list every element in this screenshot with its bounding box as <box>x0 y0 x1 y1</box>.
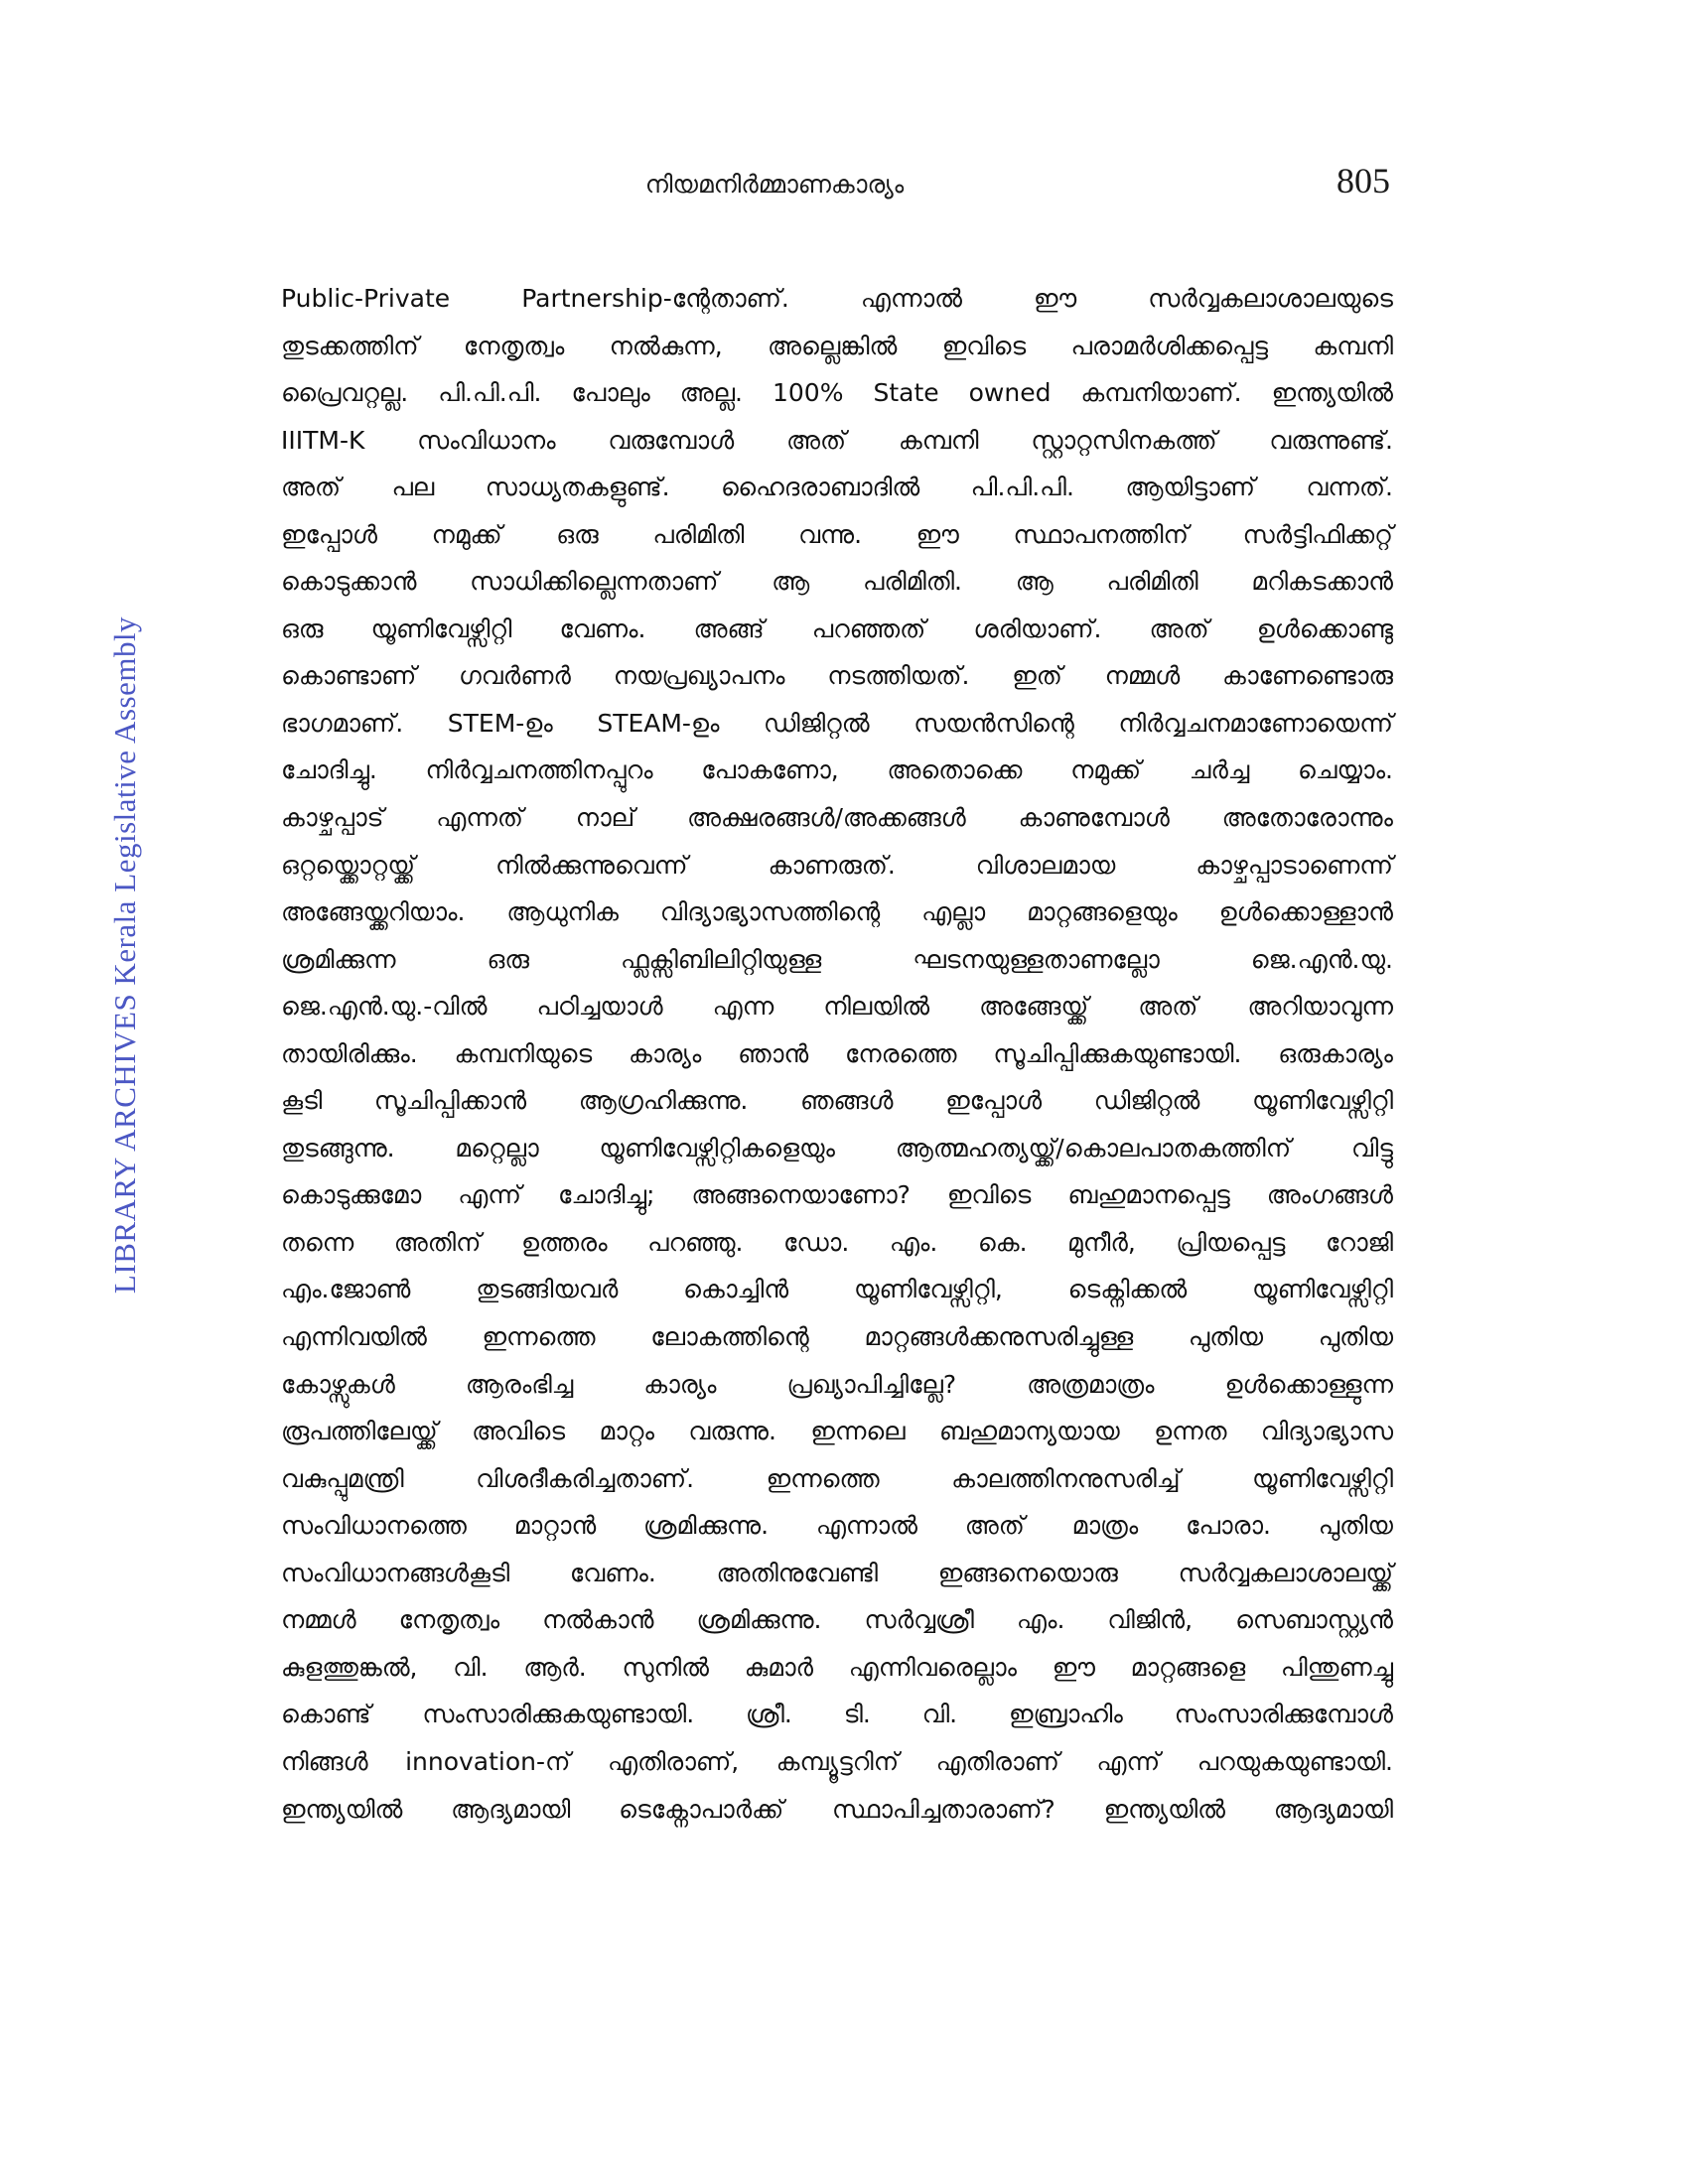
body-line: ചോദിച്ചു. നിർവ്വചനത്തിനപ്പുറം പോകണോ, അതൊക്കെ നമുക്ക് ചർച്ച ചെയ്യാം. <box>281 755 1393 785</box>
body-line: തായിരിക്കും. കമ്പനിയുടെ കാര്യം ഞാൻ നേരത്തെ സൂചിപ്പിക്കുകയുണ്ടായി. ഒരുകാര്യം <box>281 1038 1393 1068</box>
body-line: ഭാഗമാണ്. STEM-ഉം STEAM-ഉം ഡിജിറ്റൽ സയൻസിന്റെ നിർവ്വചനമാണോയെന്ന് <box>281 708 1393 738</box>
body-line: തുടക്കത്തിന് നേതൃത്വം നൽകുന്ന, അല്ലെങ്കിൽ ഇവിടെ പരാമർശിക്കപ്പെട്ട കമ്പനി <box>281 331 1393 360</box>
body-line: ശ്രമിക്കുന്ന ഒരു ഫ്ലക്സിബിലിറ്റിയുള്ള ഘടനയുള്ളതാണല്ലോ ജെ.എൻ.യു. <box>281 944 1393 974</box>
body-line: കൊടുക്കാൻ സാധിക്കില്ലെന്നതാണ് ആ പരിമിതി. ആ പരിമിതി മറികടക്കാൻ <box>281 567 1393 597</box>
body-line: സംവിധാനങ്ങൾകൂടി വേണം. അതിനുവേണ്ടി ഇങ്ങനെയൊരു സർവ്വകലാശാലയ്ക്ക് <box>281 1558 1393 1587</box>
body-line: കൊണ്ട് സംസാരിക്കുകയുണ്ടായി. ശ്രീ. ടി. വി. ഇബ്രാഹിം സംസാരിക്കുമ്പോൾ <box>281 1700 1393 1729</box>
body-line: രൂപത്തിലേയ്ക്ക് അവിടെ മാറ്റം വരുന്നു. ഇന്നലെ ബഹുമാന്യയായ ഉന്നത വിദ്യാഭ്യാസ <box>281 1417 1393 1446</box>
page-number: 805 <box>1336 161 1390 201</box>
body-line: ഒരു യൂണിവേഴ്സിറ്റി വേണം. അങ്ങ് പറഞ്ഞത് ശരിയാണ്. അത് ഉൾക്കൊണ്ടു <box>281 614 1393 643</box>
body-line: ഇപ്പോൾ നമുക്ക് ഒരു പരിമിതി വന്നു. ഈ സ്ഥാപനത്തിന് സർട്ടിഫിക്കറ്റ് <box>281 519 1393 549</box>
body-line: ഇന്ത്യയിൽ ആദ്യമായി ടെക്നോപാർക്ക് സ്ഥാപിച്ചതാരാണ്? ഇന്ത്യയിൽ ആദ്യമായി <box>281 1794 1393 1824</box>
body-line: കൊണ്ടാണ് ഗവർണർ നയപ്രഖ്യാപനം നടത്തിയത്. ഇത് നമ്മൾ കാണേണ്ടൊരു <box>281 661 1393 691</box>
body-line: കൊടുക്കുമോ എന്ന് ചോദിച്ചു; അങ്ങനെയാണോ? ഇവിടെ ബഹുമാനപ്പെട്ട അംഗങ്ങൾ <box>281 1180 1393 1210</box>
watermark-text: LIBRARY ARCHIVES Kerala Legislative Assembly <box>107 615 142 1295</box>
body-line: തുടങ്ങുന്നു. മറ്റെല്ലാ യൂണിവേഴ്സിറ്റികളെയും ആത്മഹത്യയ്ക്ക്/കൊലപാതകത്തിന് വിട്ടു <box>281 1133 1393 1162</box>
body-line: തന്നെ അതിന് ഉത്തരം പറഞ്ഞു. ഡോ. എം. കെ. മുനീർ, പ്രിയപ്പെട്ട റോജി <box>281 1227 1393 1257</box>
body-line: കാഴ്ചപ്പാട് എന്നത് നാല് അക്ഷരങ്ങൾ/അക്കങ്ങൾ കാണുമ്പോൾ അതോരോന്നും <box>281 803 1393 833</box>
body-line: നമ്മൾ നേതൃത്വം നൽകാൻ ശ്രമിക്കുന്നു. സർവ്വശ്രീ എം. വിജിൻ, സെബാസ്റ്റ്യൻ <box>281 1605 1393 1635</box>
body-line: കുളത്തുങ്കൽ, വി. ആർ. സുനിൽ കുമാർ എന്നിവരെല്ലാം ഈ മാറ്റങ്ങളെ പിന്തുണച്ചു <box>281 1652 1393 1682</box>
body-line: എന്നിവയിൽ ഇന്നത്തെ ലോകത്തിന്റെ മാറ്റങ്ങൾക്കനുസരിച്ചുള്ള പുതിയ പുതിയ <box>281 1322 1393 1352</box>
body-line: IIITM-K സംവിധാനം വരുമ്പോൾ അത് കമ്പനി സ്റ്റാറ്റസിനകത്ത് വരുന്നുണ്ട്. <box>281 425 1393 455</box>
body-line: പ്രൈവറ്റല്ല. പി.പി.പി. പോലും അല്ല. 100% State owned കമ്പനിയാണ്. ഇന്ത്യയിൽ <box>281 378 1393 408</box>
running-title: നിയമനിർമ്മാണകാര്യം <box>644 170 905 199</box>
body-line: കോഴ്സുകൾ ആരംഭിച്ച കാര്യം പ്രഖ്യാപിച്ചില്ലേ? അത്രമാത്രം ഉൾക്കൊള്ളുന്ന <box>281 1369 1393 1399</box>
body-line: ഒറ്റയ്ക്കൊറ്റയ്ക്ക് നിൽക്കുന്നുവെന്ന് കാണരുത്. വിശാലമായ കാഴ്ചപ്പാടാണെന്ന് <box>281 850 1393 880</box>
body-line: നിങ്ങൾ innovation-ന് എതിരാണ്, കമ്പ്യൂട്ടറിന് എതിരാണ് എന്ന് പറയുകയുണ്ടായി. <box>281 1746 1393 1776</box>
body-line: അത് പല സാധ്യതകളുണ്ട്. ഹൈദരാബാദിൽ പി.പി.പി. ആയിട്ടാണ് വന്നത്. <box>281 473 1393 502</box>
body-line: Public-Private Partnership-ന്റേതാണ്. എന്നാൽ ഈ സർവ്വകലാശാലയുടെ <box>281 284 1393 313</box>
body-line: സംവിധാനത്തെ മാറ്റാൻ ശ്രമിക്കുന്നു. എന്നാൽ അത് മാത്രം പോരാ. പുതിയ <box>281 1511 1393 1541</box>
body-line: ജെ.എൻ.യു.-വിൽ പഠിച്ചയാൾ എന്ന നിലയിൽ അങ്ങേയ്ക്ക് അത് അറിയാവുന്ന <box>281 992 1393 1022</box>
body-line: കൂടി സൂചിപ്പിക്കാൻ ആഗ്രഹിക്കുന്നു. ഞങ്ങൾ ഇപ്പോൾ ഡിജിറ്റൽ യൂണിവേഴ്സിറ്റി <box>281 1086 1393 1116</box>
body-text <box>281 275 1393 1833</box>
body-line: എം.ജോൺ തുടങ്ങിയവർ കൊച്ചിൻ യൂണിവേഴ്സിറ്റി, ടെക്നിക്കൽ യൂണിവേഴ്സിറ്റി <box>281 1275 1393 1304</box>
body-line: അങ്ങേയ്ക്കറിയാം. ആധുനിക വിദ്യാഭ്യാസത്തിന്റെ എല്ലാ മാറ്റങ്ങളെയും ഉൾക്കൊള്ളാൻ <box>281 897 1393 927</box>
body-line: വകുപ്പുമന്ത്രി വിശദീകരിച്ചതാണ്. ഇന്നത്തെ കാലത്തിനനുസരിച്ച് യൂണിവേഴ്സിറ്റി <box>281 1463 1393 1493</box>
